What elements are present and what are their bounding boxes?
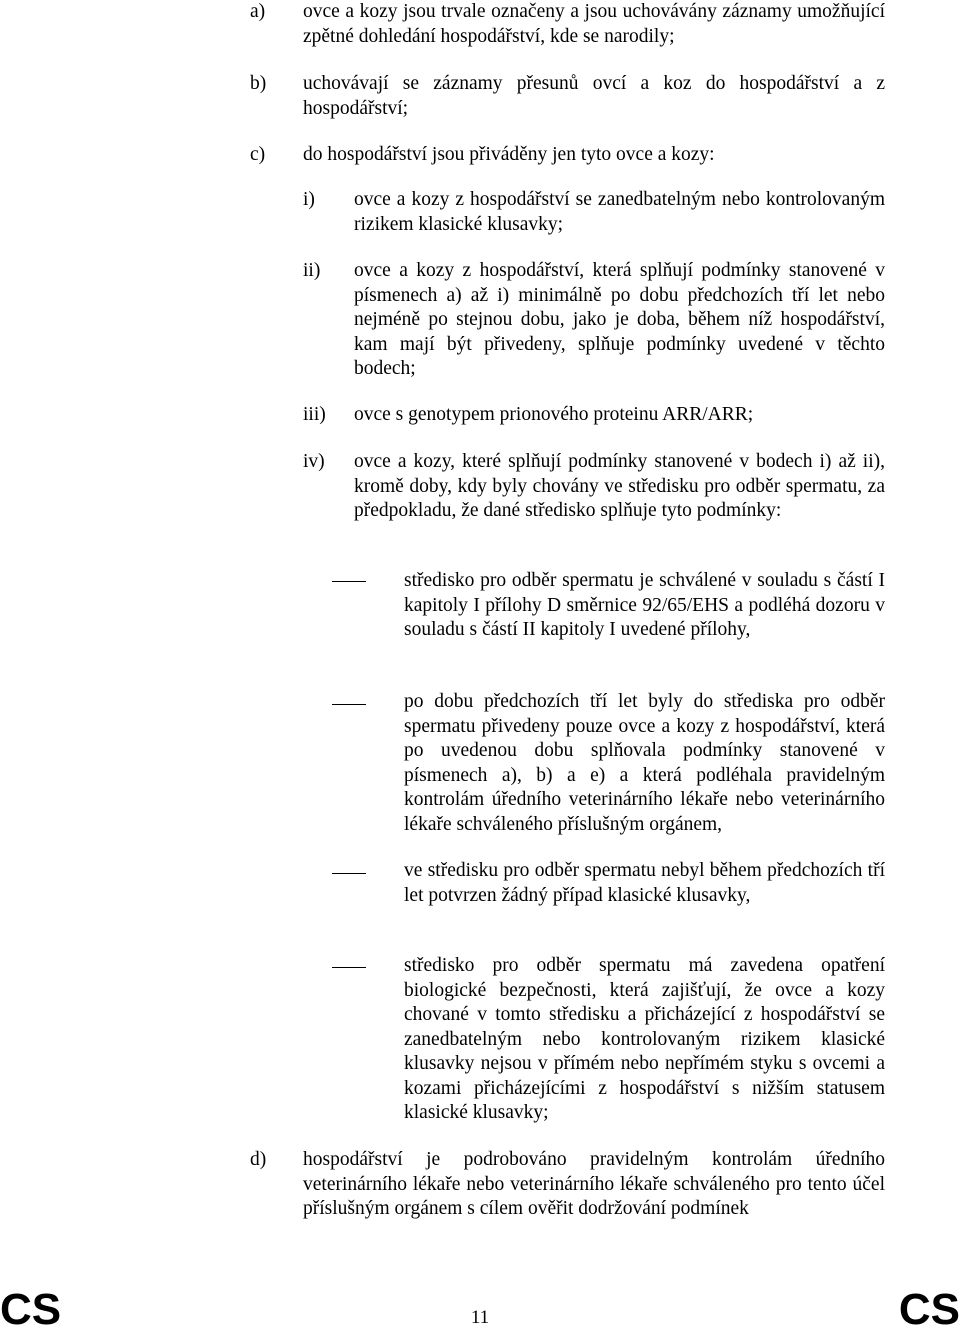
dash-item-4: středisko pro odběr spermatu má zavedena opatření biologické bezpečnosti, která zajišťují, že ovce a kozy chované v tomto středisku a přicházející z hospodářství se zanedbatelným nebo kontrolovaným rizikem klasické klusavky nejsou v přímém nebo nepřímém styku s ovcemi a kozami přicházejícími z hospodářství s nižším statusem klasické klusavky; — [404, 955, 885, 1123]
item-a-label: a) — [250, 1, 266, 22]
dash-bullet — [332, 967, 366, 968]
subitem-ii-text: ovce a kozy z hospodářství, která splňují podmínky stanovené v písmenech a) až i) minimálně po dobu předchozích tří let nebo nejméně po stejnou dobu, jako je doba, během níž hospodářství, kam mají být přivedeny, splňuje podmínky uvedené v těchto bodech; — [354, 260, 885, 379]
dash-bullet — [332, 873, 366, 874]
subitem-ii-label: ii) — [303, 260, 321, 281]
item-c-text: do hospodářství jsou přiváděny jen tyto ovce a kozy: — [303, 144, 715, 165]
dash-bullet — [332, 581, 366, 582]
subitem-i-label: i) — [303, 189, 315, 210]
item-d-text: hospodářství je podrobováno pravidelným kontrolám úředního veterinárního lékaře nebo veterinárního lékaře schváleného pro tento účel příslušným orgánem s cílem ověřit dodržování podmínek — [303, 1149, 885, 1219]
item-a-text: ovce a kozy jsou trvale označeny a jsou uchovávány záznamy umožňující zpětné dohledání hospodářství, kde se narodily; — [303, 1, 885, 47]
item-b-text: uchovávají se záznamy přesunů ovcí a koz do hospodářství a z hospodářství; — [303, 73, 885, 119]
subitem-iii-label: iii) — [303, 404, 326, 425]
subitem-i-text: ovce a kozy z hospodářství se zanedbatelným nebo kontrolovaným rizikem klasické klusavky; — [354, 189, 885, 235]
dash-bullet — [332, 704, 366, 705]
dash-item-1: středisko pro odběr spermatu je schválené v souladu s částí I kapitoly I přílohy D směrnice 92/65/EHS a podléhá dozoru v souladu s částí II kapitoly I uvedené přílohy, — [404, 570, 885, 640]
footer-language-left: CS — [0, 1285, 62, 1334]
dash-item-3: ve středisku pro odběr spermatu nebyl během předchozích tří let potvrzen žádný případ klasické klusavky, — [404, 860, 885, 906]
item-c-label: c) — [250, 144, 266, 165]
subitem-iv-text: ovce a kozy, které splňují podmínky stanovené v bodech i) až ii), kromě doby, kdy byly chovány ve středisku pro odběr spermatu, za předpokladu, že dané středisko splňuje tyto podmínky: — [354, 451, 885, 521]
footer-language-right: CS — [898, 1285, 960, 1334]
subitem-iii-text: ovce s genotypem prionového proteinu ARR/ARR; — [354, 404, 754, 425]
item-d-label: d) — [250, 1149, 267, 1170]
subitem-iv-label: iv) — [303, 451, 325, 472]
page-number: 11 — [470, 1307, 490, 1328]
item-b-label: b) — [250, 73, 267, 94]
dash-item-2: po dobu předchozích tří let byly do střediska pro odběr spermatu přivedeny pouze ovce a kozy z hospodářství, která po uvedenou dobu splňovala podmínky stanovené v písmenech a), b) a e) a která podléhala pravidelným kontrolám úředního veterinárního lékaře nebo veterinárního lékaře schváleného příslušným orgánem, — [404, 691, 885, 835]
